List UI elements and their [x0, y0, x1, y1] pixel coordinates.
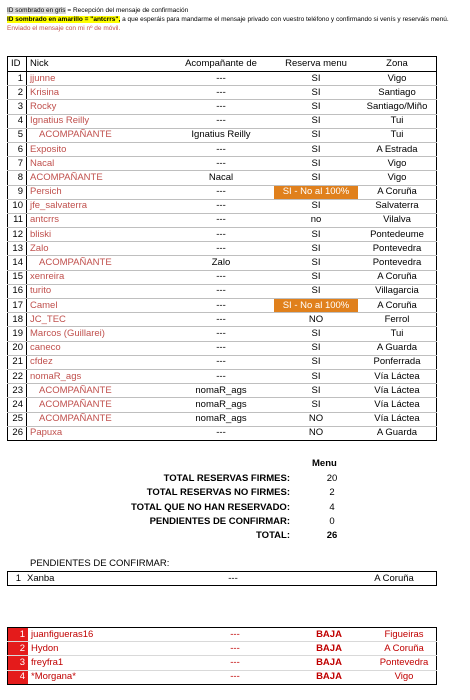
row-acompanante: ---: [168, 355, 274, 369]
baja-id: 2: [8, 642, 29, 656]
row-zona: A Estrada: [358, 142, 437, 156]
row-reserva: SI: [274, 242, 358, 256]
table-row: [8, 185, 437, 199]
row-id: 14: [8, 256, 27, 270]
row-nick: turito: [27, 284, 169, 298]
row-id: 21: [8, 355, 27, 369]
row-zona: Vía Láctea: [358, 369, 437, 383]
row-nick: ACOMPAÑANTE: [27, 398, 169, 412]
pending-title: PENDIENTES DE CONFIRMAR:: [30, 558, 170, 569]
row-reserva: SI: [274, 128, 358, 142]
summary-label: TOTAL:: [256, 530, 290, 542]
row-acompanante: Ignatius Reilly: [168, 128, 274, 142]
table-row: [8, 284, 437, 298]
summary-row: [100, 473, 360, 487]
row-zona: A Guarda: [358, 426, 437, 440]
row-nick: Papuxa: [27, 426, 169, 440]
row-id: 17: [8, 299, 27, 313]
baja-row: [8, 642, 437, 656]
row-reserva: SI: [274, 355, 358, 369]
table-row: [8, 384, 437, 398]
row-acompanante: Zalo: [168, 256, 274, 270]
baja-row: [8, 670, 437, 684]
row-zona: Tui: [358, 114, 437, 128]
header-reserva: Reserva menu: [274, 57, 358, 72]
table-row: [8, 242, 437, 256]
note-gray: ID sombrado en gris = Recepción del mensaje de confirmación: [7, 7, 189, 14]
row-reserva: SI: [274, 369, 358, 383]
row-reserva: SI: [274, 384, 358, 398]
table-row: [8, 157, 437, 171]
row-reserva: SI: [274, 327, 358, 341]
row-acompanante: ---: [168, 142, 274, 156]
row-nick: Krisina: [27, 86, 169, 100]
row-nick: Nacal: [27, 157, 169, 171]
row-acompanante: ---: [168, 228, 274, 242]
attendees-table: [7, 56, 437, 441]
pending-acompanante: ---: [180, 572, 286, 586]
row-zona: A Guarda: [358, 341, 437, 355]
row-id: 1: [8, 72, 27, 86]
pending-id: 1: [8, 572, 25, 586]
table-row: [8, 86, 437, 100]
row-zona: Villagarcia: [358, 284, 437, 298]
row-acompanante: ---: [168, 213, 274, 227]
row-id: 5: [8, 128, 27, 142]
row-reserva: SI: [274, 114, 358, 128]
row-nick: Zalo: [27, 242, 169, 256]
row-nick: ACOMPAÑANTE: [27, 128, 169, 142]
summary-value: 26: [326, 530, 338, 542]
baja-id: 1: [8, 628, 29, 642]
pending-nick: Xanba: [24, 572, 180, 586]
table-row: [8, 426, 437, 440]
table-row: [8, 171, 437, 185]
table-row: [8, 128, 437, 142]
row-zona: Vigo: [358, 72, 437, 86]
row-zona: Tui: [358, 128, 437, 142]
table-row: [8, 327, 437, 341]
summary-label: PENDIENTES DE CONFIRMAR:: [149, 515, 290, 527]
summary-label: TOTAL RESERVAS FIRMES:: [163, 473, 290, 484]
summary-row: [100, 516, 360, 530]
row-id: 25: [8, 412, 27, 426]
header-id: ID: [8, 57, 27, 72]
row-acompanante: ---: [168, 426, 274, 440]
table-row: [8, 270, 437, 284]
baja-nick: juanfigueras16: [28, 628, 184, 642]
baja-acompanante: ---: [184, 656, 286, 670]
row-reserva: SI: [274, 142, 358, 156]
table-row: [8, 369, 437, 383]
baja-zona: Vigo: [372, 670, 437, 684]
row-nick: Ignatius Reilly: [27, 114, 169, 128]
baja-id: 3: [8, 656, 29, 670]
row-zona: Pontedeume: [358, 228, 437, 242]
baja-nick: freyfra1: [28, 656, 184, 670]
summary-header: Menu: [312, 458, 337, 469]
table-row: [8, 341, 437, 355]
row-zona: Ponferrada: [358, 355, 437, 369]
row-zona: Vilalva: [358, 213, 437, 227]
table-row: [8, 228, 437, 242]
row-reserva: SI: [274, 100, 358, 114]
row-reserva: SI: [274, 284, 358, 298]
bajas-table: [7, 627, 437, 685]
table-row: [8, 412, 437, 426]
baja-nick: *Morgana*: [28, 670, 184, 684]
row-nick: ACOMPAÑANTE: [27, 171, 169, 185]
summary-value: 20: [326, 473, 338, 484]
table-row: [8, 299, 437, 313]
row-id: 20: [8, 341, 27, 355]
summary-value: 2: [329, 487, 335, 499]
legend-notes: [7, 6, 449, 33]
row-zona: Vigo: [358, 157, 437, 171]
row-acompanante: nomaR_ags: [168, 398, 274, 412]
row-zona: Vía Láctea: [358, 412, 437, 426]
row-id: 2: [8, 86, 27, 100]
row-zona: A Coruña: [358, 299, 437, 313]
table-row: [8, 114, 437, 128]
pending-zona: A Coruña: [352, 572, 437, 586]
row-zona: Vía Láctea: [358, 398, 437, 412]
row-nick: Rocky: [27, 100, 169, 114]
row-id: 26: [8, 426, 27, 440]
note-sent: Enviado el mensaje con mi nº de móvil.: [7, 25, 121, 32]
row-reserva: SI: [274, 228, 358, 242]
row-acompanante: ---: [168, 341, 274, 355]
row-id: 12: [8, 228, 27, 242]
row-reserva: SI: [274, 86, 358, 100]
baja-estado: BAJA: [286, 656, 372, 670]
pending-empty: [286, 572, 352, 586]
summary-row: [100, 502, 360, 516]
summary-value: 0: [329, 515, 335, 527]
row-id: 4: [8, 114, 27, 128]
row-acompanante: ---: [168, 369, 274, 383]
row-reserva: SI: [274, 398, 358, 412]
row-zona: Pontevedra: [358, 242, 437, 256]
row-reserva: SI: [274, 270, 358, 284]
row-id: 7: [8, 157, 27, 171]
row-zona: Vigo: [358, 171, 437, 185]
row-acompanante: ---: [168, 157, 274, 171]
row-nick: ACOMPAÑANTE: [27, 384, 169, 398]
baja-estado: BAJA: [286, 670, 372, 684]
row-nick: Persich: [27, 185, 169, 199]
row-acompanante: ---: [168, 313, 274, 327]
table-row: [8, 313, 437, 327]
row-zona: Tui: [358, 327, 437, 341]
row-nick: jfe_salvaterra: [27, 199, 169, 213]
row-nick: bliski: [27, 228, 169, 242]
row-reserva: NO: [274, 313, 358, 327]
summary-row: [100, 530, 360, 544]
baja-acompanante: ---: [184, 628, 286, 642]
row-reserva: SI: [274, 199, 358, 213]
table-row: [8, 398, 437, 412]
table-row: [8, 72, 437, 86]
row-acompanante: ---: [168, 270, 274, 284]
row-nick: caneco: [27, 341, 169, 355]
baja-row: [8, 628, 437, 642]
row-reserva: NO: [274, 426, 358, 440]
baja-zona: Figueiras: [372, 628, 437, 642]
row-zona: Ferrol: [358, 313, 437, 327]
row-id: 19: [8, 327, 27, 341]
row-acompanante: ---: [168, 299, 274, 313]
baja-id: 4: [8, 670, 29, 684]
row-reserva: SI - No al 100%: [274, 299, 358, 313]
row-acompanante: Nacal: [168, 171, 274, 185]
pending-row: [8, 572, 437, 586]
row-acompanante: ---: [168, 199, 274, 213]
row-zona: Pontevedra: [358, 256, 437, 270]
row-reserva: SI: [274, 341, 358, 355]
row-acompanante: ---: [168, 185, 274, 199]
row-id: 3: [8, 100, 27, 114]
row-acompanante: nomaR_ags: [168, 412, 274, 426]
header-acomp: Acompañante de: [168, 57, 274, 72]
baja-estado: BAJA: [286, 628, 372, 642]
baja-row: [8, 656, 437, 670]
baja-acompanante: ---: [184, 642, 286, 656]
row-id: 9: [8, 185, 27, 199]
row-id: 23: [8, 384, 27, 398]
header-zona: Zona: [358, 57, 437, 72]
row-nick: Camel: [27, 299, 169, 313]
row-acompanante: nomaR_ags: [168, 384, 274, 398]
row-id: 11: [8, 213, 27, 227]
row-nick: ACOMPAÑANTE: [27, 256, 169, 270]
baja-zona: Pontevedra: [372, 656, 437, 670]
row-zona: Santiago/Miño: [358, 100, 437, 114]
row-reserva: SI - No al 100%: [274, 185, 358, 199]
row-reserva: SI: [274, 171, 358, 185]
row-acompanante: ---: [168, 327, 274, 341]
header-nick: Nick: [27, 57, 169, 72]
row-nick: nomaR_ags: [27, 369, 169, 383]
row-acompanante: ---: [168, 114, 274, 128]
row-reserva: SI: [274, 157, 358, 171]
summary-value: 4: [329, 501, 335, 513]
row-nick: JC_TEC: [27, 313, 169, 327]
row-nick: Marcos (Guillarei): [27, 327, 169, 341]
table-header: [8, 57, 437, 72]
row-zona: Santiago: [358, 86, 437, 100]
baja-acompanante: ---: [184, 670, 286, 684]
row-nick: jjunne: [27, 72, 169, 86]
table-row: [8, 199, 437, 213]
note-yellow: ID sombrado en amarillo = "antcrrs", a que esperáis para mandarme el mensaje privado con vuestro teléfono y confirmando si venís y reserváis menú.: [7, 16, 449, 23]
table-row: [8, 213, 437, 227]
row-zona: Salvaterra: [358, 199, 437, 213]
row-reserva: SI: [274, 72, 358, 86]
row-nick: Exposito: [27, 142, 169, 156]
row-id: 8: [8, 171, 27, 185]
row-acompanante: ---: [168, 284, 274, 298]
row-reserva: no: [274, 213, 358, 227]
row-id: 13: [8, 242, 27, 256]
row-nick: cfdez: [27, 355, 169, 369]
row-acompanante: ---: [168, 100, 274, 114]
row-zona: Vía Láctea: [358, 384, 437, 398]
table-row: [8, 256, 437, 270]
row-acompanante: ---: [168, 242, 274, 256]
row-reserva: NO: [274, 412, 358, 426]
row-zona: A Coruña: [358, 185, 437, 199]
row-id: 24: [8, 398, 27, 412]
row-id: 22: [8, 369, 27, 383]
table-row: [8, 355, 437, 369]
summary-row: [100, 487, 360, 501]
row-id: 16: [8, 284, 27, 298]
row-zona: A Coruña: [358, 270, 437, 284]
row-id: 18: [8, 313, 27, 327]
table-row: [8, 100, 437, 114]
pending-table: [7, 571, 437, 586]
row-nick: ACOMPAÑANTE: [27, 412, 169, 426]
baja-estado: BAJA: [286, 642, 372, 656]
row-id: 15: [8, 270, 27, 284]
row-nick: xenreira: [27, 270, 169, 284]
summary-label: TOTAL QUE NO HAN RESERVADO:: [130, 501, 290, 513]
row-reserva: SI: [274, 256, 358, 270]
row-acompanante: ---: [168, 72, 274, 86]
summary-label: TOTAL RESERVAS NO FIRMES:: [146, 487, 290, 499]
baja-zona: A Coruña: [372, 642, 437, 656]
baja-nick: Hydon: [28, 642, 184, 656]
row-nick: antcrrs: [27, 213, 169, 227]
row-id: 10: [8, 199, 27, 213]
table-row: [8, 142, 437, 156]
row-id: 6: [8, 142, 27, 156]
row-acompanante: ---: [168, 86, 274, 100]
